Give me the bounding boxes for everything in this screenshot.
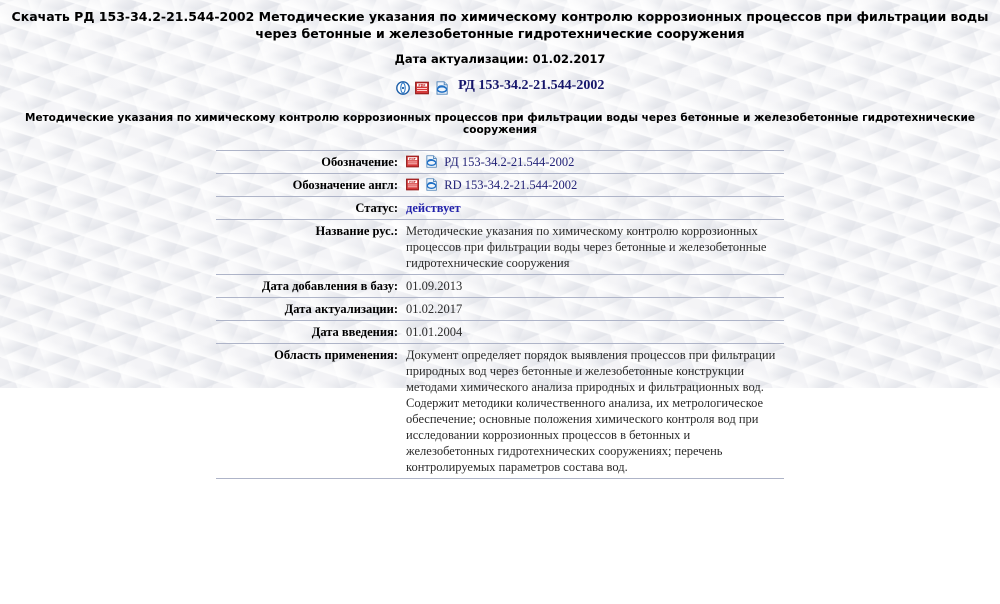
table-row bbox=[216, 321, 784, 344]
ie-document-icon[interactable] bbox=[425, 178, 439, 192]
svg-text:PDF: PDF bbox=[409, 156, 416, 161]
row-value: 01.02.2017 bbox=[406, 302, 463, 316]
row-label: Дата актуализации: bbox=[284, 302, 398, 316]
table-row bbox=[216, 298, 784, 321]
row-value: 01.01.2004 bbox=[406, 325, 463, 339]
row-value: 01.09.2013 bbox=[406, 279, 463, 293]
actualization-date: Дата актуализации: 01.02.2017 bbox=[394, 52, 606, 66]
row-label: Обозначение: bbox=[321, 155, 398, 169]
table-row bbox=[216, 197, 784, 220]
disc-icon[interactable] bbox=[396, 81, 410, 95]
row-label: Статус: bbox=[355, 201, 398, 215]
table-row bbox=[216, 220, 784, 275]
designation-link[interactable]: РД 153-34.2-21.544-2002 bbox=[444, 155, 575, 169]
pdf-icon[interactable] bbox=[406, 155, 420, 169]
designation-eng-link[interactable]: RD 153-34.2-21.544-2002 bbox=[444, 178, 578, 192]
download-icon-set bbox=[396, 81, 451, 97]
row-label: Название рус.: bbox=[315, 224, 398, 238]
page-title: Скачать РД 153-34.2-21.544-2002 Методические указания по химическому контролю коррозионных процессов при фильтрации воды через бетонные и железобетонные гидротехнические сооружения bbox=[11, 9, 989, 41]
table-row bbox=[216, 174, 784, 197]
ie-document-icon[interactable] bbox=[425, 155, 439, 169]
row-value bbox=[402, 197, 784, 220]
svg-text:PDF: PDF bbox=[409, 179, 416, 184]
table-row bbox=[216, 275, 784, 298]
row-label: Обозначение англ: bbox=[292, 178, 398, 192]
status-badge: действует bbox=[406, 201, 461, 215]
row-value bbox=[402, 151, 784, 174]
document-subtitle: Методические указания по химическому контролю коррозионных процессов при фильтрации воды через бетонные и железобетонные гидротехнические сооружения bbox=[25, 112, 975, 136]
row-label: Дата добавления в базу: bbox=[261, 279, 398, 293]
pdf-icon[interactable] bbox=[415, 81, 429, 95]
row-value: Документ определяет порядок выявления процессов при фильтрации природных вод через бетонные и железобетонные конструкции методами химического анализа природных и фильтрационных вод. Содержит методики количественного анализа, их метрологическое обеспечение; основные положения химического контроля вод при исследовании коррозионных процессов в бетонных и железобетонных гидротехнических сооружениях; перечень контролируемых параметров состава вод. bbox=[406, 348, 776, 474]
svg-text:PDF: PDF bbox=[418, 83, 426, 88]
row-value bbox=[402, 174, 784, 197]
row-label: Дата введения: bbox=[311, 325, 398, 339]
row-value: Методические указания по химическому контролю коррозионных процессов при фильтрации воды через бетонные и железобетонные гидротехнические сооружения bbox=[406, 224, 767, 270]
document-info-table-body bbox=[216, 151, 784, 479]
ie-document-icon[interactable] bbox=[435, 81, 449, 95]
row-label: Область применения: bbox=[274, 348, 398, 362]
document-download-line[interactable] bbox=[0, 66, 1000, 97]
document-file-link[interactable]: РД 153-34.2-21.544-2002 bbox=[458, 78, 605, 93]
table-row bbox=[216, 344, 784, 479]
table-row bbox=[216, 151, 784, 174]
pdf-icon[interactable] bbox=[406, 178, 420, 192]
document-info-table bbox=[216, 150, 784, 479]
